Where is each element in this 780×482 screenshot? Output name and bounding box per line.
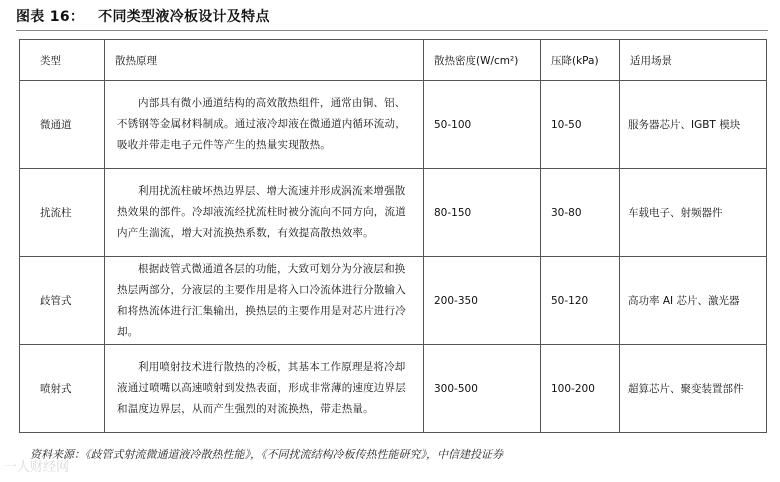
table-row — [20, 169, 767, 257]
cell-application: 高功率 AI 芯片、激光器 — [620, 257, 767, 345]
header-pressure: 压降(kPa) — [541, 40, 620, 81]
cell-type: 歧管式 — [20, 257, 105, 345]
figure-label: 图表 16： — [16, 9, 85, 25]
figure-title — [16, 6, 270, 26]
watermark: 一人财经网 — [4, 460, 70, 475]
cell-pressure: 100-200 — [541, 345, 620, 433]
title-divider — [16, 30, 768, 31]
cell-type: 微通道 — [20, 81, 105, 169]
table-row — [20, 81, 767, 169]
cell-density: 50-100 — [424, 81, 541, 169]
cell-pressure: 10-50 — [541, 81, 620, 169]
cell-density: 200-350 — [424, 257, 541, 345]
cold-plate-comparison-table — [19, 39, 767, 433]
table-row — [20, 345, 767, 433]
table-row — [20, 257, 767, 345]
header-principle: 散热原理 — [105, 40, 424, 81]
cell-principle: 利用扰流柱破坏热边界层、增大流速并形成涡流来增强散热效果的部件。冷却液流经扰流柱时被分流向不同方向，流道内产生湍流，增大对流换热系数，有效提高散热效率。 — [105, 169, 424, 257]
cell-principle: 根据歧管式微通道各层的功能，大致可划分为分液层和换热层两部分，分液层的主要作用是将入口冷流体进行分散输入和将热流体进行汇集输出，换热层的主要作用是对芯片进行冷却。 — [105, 257, 424, 345]
header-application: 适用场景 — [620, 40, 767, 81]
source-note: 资料来源：《歧管式射流微通道液冷散热性能》，《不同扰流结构冷板传热性能研究》，中信建投证券 — [30, 448, 503, 461]
cell-density: 80-150 — [424, 169, 541, 257]
header-density: 散热密度(W/cm²) — [424, 40, 541, 81]
cell-application: 超算芯片、聚变装置部件 — [620, 345, 767, 433]
cell-pressure: 30-80 — [541, 169, 620, 257]
cell-application: 车载电子、射频器件 — [620, 169, 767, 257]
table-header-row — [20, 40, 767, 81]
cell-density: 300-500 — [424, 345, 541, 433]
cell-principle: 内部具有微小通道结构的高效散热组件，通常由铜、铝、不锈钢等金属材料制成。通过液冷却液在微通道内循环流动，吸收并带走电子元件等产生的热量实现散热。 — [105, 81, 424, 169]
cell-type: 喷射式 — [20, 345, 105, 433]
cell-pressure: 50-120 — [541, 257, 620, 345]
cell-principle: 利用喷射技术进行散热的冷板，其基本工作原理是将冷却液通过喷嘴以高速喷射到发热表面，形成非常薄的速度边界层和温度边界层，从而产生强烈的对流换热，带走热量。 — [105, 345, 424, 433]
cell-type: 扰流柱 — [20, 169, 105, 257]
cell-application: 服务器芯片、IGBT 模块 — [620, 81, 767, 169]
header-type: 类型 — [20, 40, 105, 81]
figure-title-text: 不同类型液冷板设计及特点 — [98, 9, 270, 25]
